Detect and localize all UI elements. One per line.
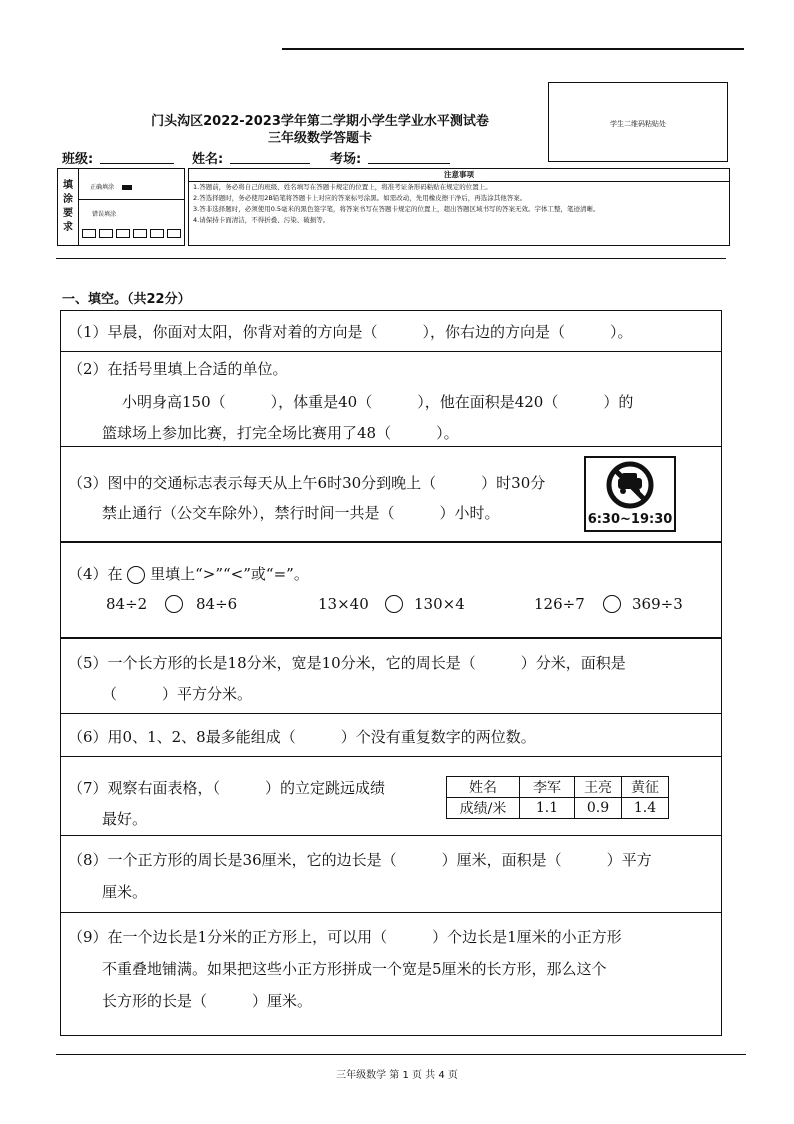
question-4-line1	[68, 563, 309, 584]
filled-mark-icon	[122, 185, 132, 190]
wrong-mark-icon	[99, 229, 113, 238]
table-header-cell: 李军	[520, 777, 575, 798]
barcode-box	[548, 82, 728, 162]
question-8-line1: （8）一个正方形的周长是36厘米，它的边长是（ ）厘米，面积是（ ）平方	[68, 851, 652, 869]
notice-line: 2.答选择题时，务必使用2B铅笔将答题卡上对应的答案标号涂黑。如需改动，先用橡皮擦干净后，再选涂其他答案。	[193, 194, 527, 202]
fill-guide-divider	[78, 199, 184, 200]
wrong-mark-icon	[116, 229, 130, 238]
question-2-line2: 小明身高150（ ），体重是40（ ），他在面积是420（ ）的	[122, 393, 634, 411]
name-field[interactable]	[230, 163, 310, 164]
question-2-line1: （2）在括号里填上合适的单位。	[68, 360, 288, 378]
question-7-line1: （7）观察右面表格，（ ）的立定跳远成绩	[68, 779, 386, 797]
exam-title: 门头沟区2022-2023学年第二学期小学生学业水平测试卷	[151, 114, 489, 129]
question-4-expr: 126÷7	[534, 595, 585, 613]
table-header-cell: 黄征	[622, 777, 669, 798]
notice-line: 1.答题前，务必将自己的班级、姓名填写在答题卡规定的位置上，将准考证条形码粘贴在规定的位置上。	[193, 183, 492, 191]
wrong-fill-label: 错误填涂	[92, 211, 117, 218]
question-4-expr: 13×40	[318, 595, 369, 613]
question-3-line1: （3）图中的交通标志表示每天从上午6时30分到晚上（ ）时30分	[68, 474, 546, 492]
compare-circle-3[interactable]	[603, 595, 621, 613]
question-4-expr: 84÷2	[106, 595, 148, 613]
question-9-line3: 长方形的长是（ ）厘米。	[102, 992, 313, 1010]
notice-title: 注意事项	[189, 169, 729, 182]
table-header-cell: 姓名	[447, 777, 520, 798]
table-row	[447, 777, 669, 798]
question-5-line2: （ ）平方分米。	[102, 685, 253, 703]
question-6-text: （6）用0、1、2、8最多能组成（ ）个没有重复数字的两位数。	[68, 728, 536, 746]
question-9-line2: 不重叠地铺满。如果把这些小正方形拼成一个宽是5厘米的长方形，那么这个	[102, 960, 607, 978]
top-rule	[282, 48, 744, 50]
class-label: 班级:	[62, 152, 94, 167]
table-cell: 1.1	[520, 798, 575, 819]
question-4-box	[60, 542, 722, 638]
score-table	[446, 776, 669, 819]
traffic-sign-time: 6:30~19:30	[587, 512, 673, 527]
room-field[interactable]	[368, 163, 450, 164]
wrong-mark-icon	[150, 229, 164, 238]
barcode-box-label: 学生二维码粘贴处	[610, 120, 666, 128]
question-9-line1: （9）在一个边长是1分米的正方形上，可以用（ ）个边长是1厘米的小正方形	[68, 928, 622, 946]
room-label: 考场:	[330, 152, 362, 167]
question-4-expr: 369÷3	[632, 595, 683, 613]
page-footer: 三年级数学 第 1 页 共 4 页	[336, 1070, 458, 1081]
question-4-expr: 130×4	[414, 595, 465, 613]
side-char: 要	[63, 208, 73, 219]
correct-fill-label: 正确填涂	[90, 184, 115, 191]
question-8-line2: 厘米。	[102, 883, 148, 901]
fill-guide-side-label	[58, 169, 79, 245]
side-char: 涂	[63, 194, 73, 205]
wrong-fill-examples	[82, 223, 184, 242]
table-cell: 0.9	[575, 798, 622, 819]
class-field[interactable]	[100, 163, 174, 164]
section-rule	[56, 258, 726, 259]
notice-line: 4.请保持卡面清洁，不得折叠、污染、破损等。	[193, 216, 330, 224]
question-4-suffix: 里填上“>”“<”或“=”。	[150, 565, 309, 583]
question-2-line3: 篮球场上参加比赛，打完全场比赛用了48（ ）。	[102, 424, 459, 442]
question-5-line1: （5）一个长方形的长是18分米，宽是10分米，它的周长是（ ）分米，面积是	[68, 654, 626, 672]
table-header-cell: 王亮	[575, 777, 622, 798]
table-cell: 1.4	[622, 798, 669, 819]
question-3-line2: 禁止通行（公交车除外），禁行时间一共是（ ）小时。	[102, 504, 500, 522]
table-cell: 成绩/米	[447, 798, 520, 819]
question-4-prefix: （4）在	[68, 565, 123, 583]
answer-sheet-title: 三年级数学答题卡	[267, 131, 372, 146]
wrong-mark-icon	[167, 229, 181, 238]
question-7-line2: 最好。	[102, 810, 148, 828]
compare-circle-1[interactable]	[165, 595, 183, 613]
side-char: 求	[63, 222, 73, 233]
wrong-mark-icon	[133, 229, 147, 238]
question-1-text: （1）早晨，你面对太阳，你背对着的方向是（ ），你右边的方向是（ ）。	[68, 323, 633, 341]
side-char: 填	[63, 180, 73, 191]
question-8-box	[60, 835, 722, 913]
notice-line: 3.答非选择题时，必须使用0.5毫米的黑色签字笔，将答案书写在答题卡规定的位置上，超出答题区域书写的答案无效。字体工整，笔迹清晰。	[193, 205, 600, 213]
question-4-expr: 84÷6	[196, 595, 238, 613]
correct-fill	[90, 182, 132, 191]
table-row	[447, 798, 669, 819]
notice-box	[188, 168, 730, 246]
compare-circle-2[interactable]	[385, 595, 403, 613]
name-label: 姓名:	[192, 152, 224, 167]
section-title: 一、填空。（共22分）	[62, 292, 191, 307]
footer-rule	[56, 1054, 746, 1055]
no-vehicle-icon	[586, 460, 674, 512]
compare-circle-icon	[127, 566, 145, 584]
traffic-sign	[584, 456, 676, 532]
wrong-mark-icon	[82, 229, 96, 238]
fill-guide-box	[57, 168, 185, 246]
